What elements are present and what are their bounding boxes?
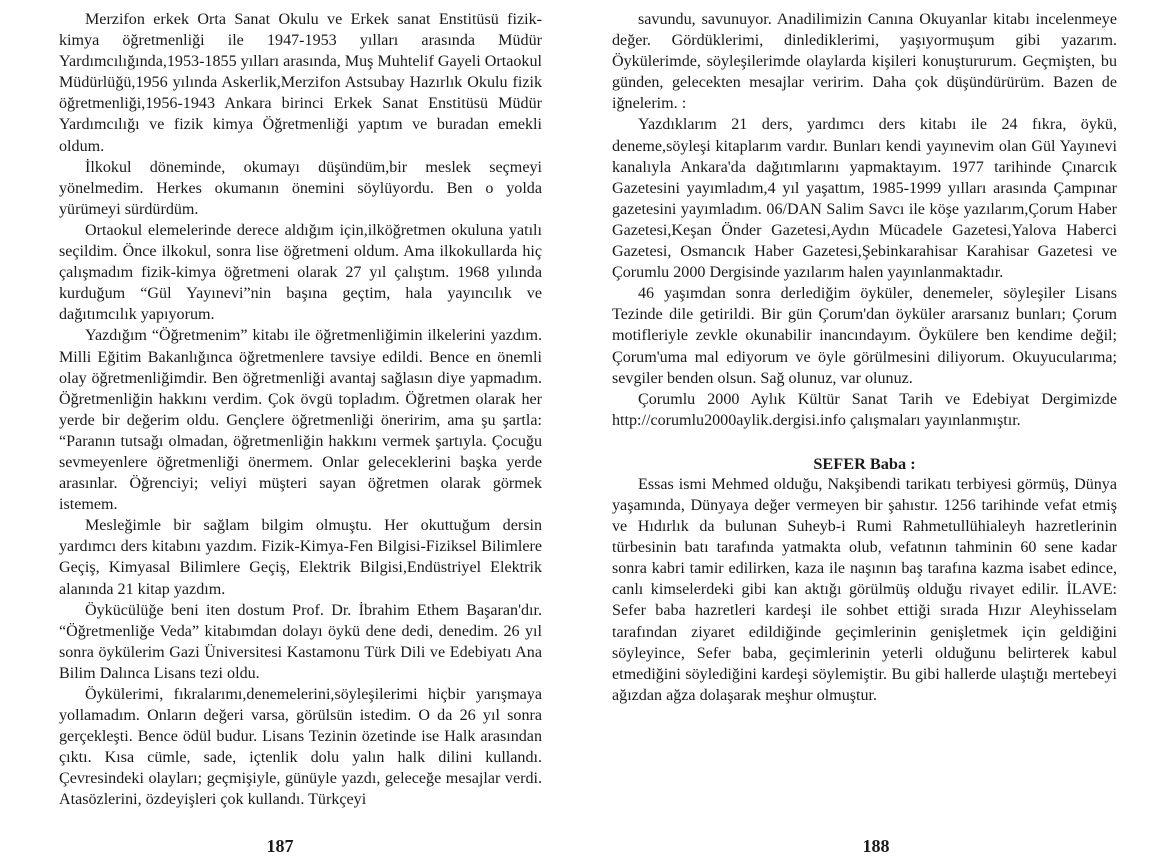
left-paragraph-5: Mesleğimle bir sağlam bilgim olmuştu. Her okuttuğum dersin yardımcı ders kitabını yazdım. Fizik-Kimya-Fen Bilgisi-Fiziksel Bilimlere Geçiş, Kimyasal Bilimlere Geçiş, Elektrik Bilgisi,Endüstriyel Elektrik alanında 21 kitap yazdım. [59,517,542,598]
page-number-left: 187 [266,836,294,856]
right-paragraph-2: Yazdıklarım 21 ders, yardımcı ders kitabı ile 24 fıkra, öykü, deneme,söyleşi kitaplarım vardır. Bunları kendi yayınevim olan Gül Yayınevi kanalıyla Ankara'da dağıtımlarını yapmaktayım. 1977 tarihinde Çınarcık Gazetesini yayımladım,4 yıl yaşattım, 1985-1999 yılları arasında Çampınar gazetesini yayımladım. 06/DAN Salim Savcı ile köşe yazılarım,Çorum Haber Gazetesi,Keşan Önder Gazetesi,Aydın Mücadele Gazetesi,Yalova Haberci Gazetesi, Osmancık Haber Gazetesi,Şebinkarahisar Karahisar Gazetesi ve Çorumlu 2000 Dergisinde yazılarım halen yayınlanmaktadır. [612,116,1117,282]
section-title: SEFER Baba : [813,453,916,473]
section-paragraph: Essas ismi Mehmed olduğu, Nakşibendi tarikatı terbiyesi görmüş, Dünya yaşamında, Dünyaya değer vermeyen bir şahıstır. 1256 tarihinde vefat etmiş ve Hıdırlık da bulunan Suheyb-i Rumi Rahmetullühialeyh hazretlerinin türbesinin batı tarafında yatmakta olub, vefatının tahminin 60 sene kadar sonra kabri tamir edilirken, kaza ile naşının baş tarafına kazma isabet edince, canlı kimselerdeki gibi kan aktığı görülmüş olduğu rivayet edilir. İLAVE: Sefer baba hazretleri kardeşi ile sohbet ettiği sırada Hızır Aleyhisselam tarafından ziyaret edildiğinde geçimlerinin genişletmek için geldiğini söyleyince, Sefer baba, geçimlerinin yeterli olduğunu belirterek kabul etmediğini söylediğini kardeşi söylemiştir. Bu gibi hallerde ulaştığı mertebeyi ağızdan ağza dolaşarak meşhur olmuştur. [612,475,1117,704]
left-paragraph-6: Öykücülüğe beni iten dostum Prof. Dr. İbrahim Ethem Başaran'dır. “Öğretmenliğe Veda” kitabımdan dolayı öykü dene dedi, denedim. 26 yıl sonra öykülerim Gazi Üniversitesi Kastamonu Türk Dili ve Edebiyatı Ana Bilim Dalınca Lisans tezi oldu. [59,601,542,682]
right-paragraph-1: savundu, savunuyor. Anadilimizin Canına Okuyanlar kitabı incelenmeye değer. Gördüklerimi, dinlediklerimi, yaşıyormuşum gibi yazarım. Öykülerimde, söyleşilerimde olaylarda kişileri konuştururum. Geçmişten, bu günden, gelecekten mesajlar veririm. Daha çok düşündürürüm. Bazen de iğnelerim. : [612,11,1117,113]
left-paragraph-2: İlkokul döneminde, okumayı düşündüm,bir meslek seçmeyi yönelmedim. Herkes okumanın önemini söylüyordu. Ben o yolda yürümeyi sürdürdüm. [59,158,542,218]
right-paragraph-3: 46 yaşımdan sonra derlediğim öyküler, denemeler, söyleşiler Lisans Tezinde dile getirildi. Bir gün Çorum'dan öyküler ararsanız bunları; Çorum motifleriyle zevkle okunabilir inancındayım. Öykülere ben kendime değil; Çorum'uma mal ediyorum ve öyle görülmesini diliyorum. Okuyucularıma; sevgiler benden olsun. Sağ olunuz, var olunuz. [612,285,1117,387]
left-paragraph-7: Öykülerimi, fıkralarımı,denemelerini,söyleşilerimi hiçbir yarışmaya yollamadım. Onların değeri varsa, görülsün istedim. O da 26 yıl sonra gerçekleşti. Bence ödül budur. Lisans Tezinin özetinde ise Halk arasından çıktı. Kısa cümle, sade, içtenlik dolu yalın halk dilini kullandı. Çevresindeki olayları; geçmişiyle, günüyle yazdı, geleceğe mesajlar verdi. Atasözlerini, özdeyişleri çok kullandı. Türkçeyi [59,686,542,809]
left-paragraph-4: Yazdığım “Öğretmenim” kitabı ile öğretmenliğimin ilkelerini yazdım. Milli Eğitim Bakanlığınca öğretmenlere tavsiye edildi. Bence en önemli olay öğretmenliğimdir. Ben öğretmenliği avantaj sağlasın diye yapmadım. Öğretmenliğin hakkını verdim. Çok övgü topladım. Öğretmen olarak her yerde bir değerim oldu. Gençlere öğretmenliği öneririm, ama şu şartla: “Paranın tutsağı olmadan, öğretmenliğin hakkını vermek şartıyla. Çocuğu sevmeyenlere öğretmenliği önermem. Onlar geleceklerini başka yerde arasınlar. Öğrenciyi; veliyi müşteri sayan öğretmen olarak görmek istemem. [59,327,542,514]
left-paragraph-3: Ortaokul elemelerinde derece aldığım için,ilköğretmen okuluna yatılı seçildim. Önce ilkokul, sonra lise öğretmeni oldum. Ama ilkokullarda hiç çalışmadım fizik-kimya öğretmeni olarak 27 yıl çalıştım. 1968 yılında kurduğum “Gül Yayınevi”nin başına geçtim, hala yayıncılık ve dağıtımcılık yapıyorum. [59,221,542,324]
section-spacer [612,431,1117,450]
page-number-right: 188 [862,836,890,856]
right-paragraph-4: Çorumlu 2000 Aylık Kültür Sanat Tarih ve Edebiyat Dergimizde http://corumlu2000aylik.dergisi.info çalışmaları yayınlanmıştır. [612,390,1117,429]
right-page [612,9,1117,706]
left-paragraph-1: Merzifon erkek Orta Sanat Okulu ve Erkek sanat Enstitüsü fizik-kimya öğretmenliği ile 1947-1953 yılları arasında Müdür Yardımcılığında,1953-1855 yılları arasında, Muş Muhtelif Gayeli Ortaokul Müdürlüğü,1956 yılında Askerlik,Merzifon Astsubay Hazırlık Okulu fizik öğretmenliği,1956-1943 Ankara birinci Erkek Sanat Enstitüsü Müdür Yardımcılığı ve fizik kimya Öğretmenliği yaptım ve buradan emekli oldum. [59,11,542,155]
left-page [59,9,542,811]
